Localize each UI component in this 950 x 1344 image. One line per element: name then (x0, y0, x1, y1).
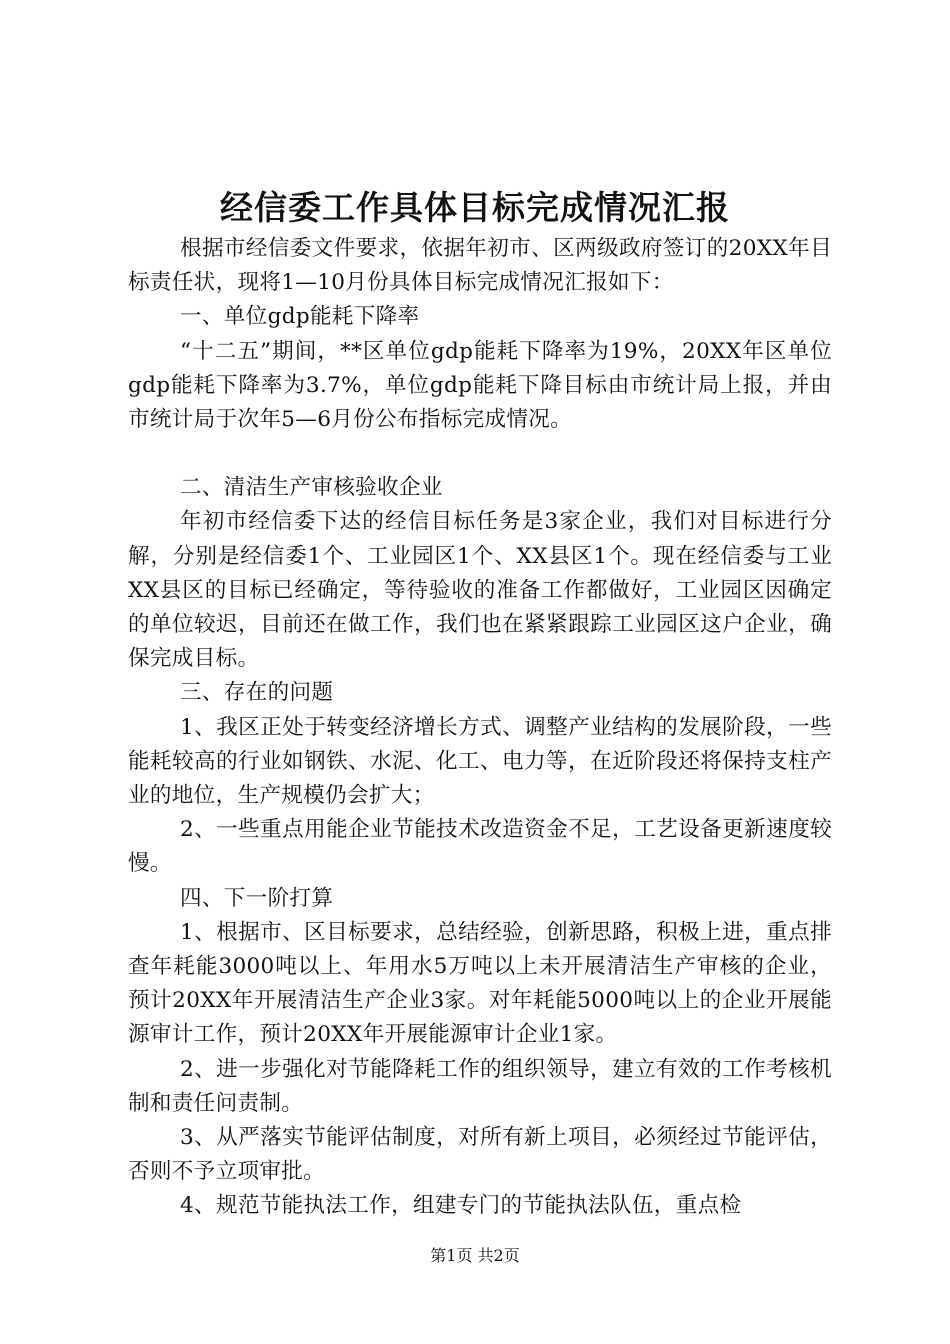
paragraph-4-3: 3、从严落实节能评估制度，对所有新上项目，必须经过节能评估，否则不予立项审批。 (128, 1125, 832, 1185)
section-heading-3: 三、存在的问题 (180, 680, 334, 706)
document-title: 经信委工作具体目标完成情况汇报 (220, 188, 730, 227)
page-footer: 第1页 共2页 (430, 1246, 520, 1265)
paragraph-2: 年初市经信委下达的经信目标任务是3家企业，我们对目标进行分解，分别是经信委1个、工业园区1个、XX县区1个。现在经信委与工业XX县区的目标已经确定，等待验收的准备工作都做好，工业园区因确定的单位较迟，目前还在做工作，我们也在紧紧跟踪工业园区这户企业，确保完成目标。 (128, 509, 832, 672)
paragraph-3-1: 1、我区正处于转变经济增长方式、调整产业结构的发展阶段，一些能耗较高的行业如钢铁、水泥、化工、电力等，在近阶段还将保持支柱产业的地位，生产规模仍会扩大； (128, 714, 832, 809)
paragraph-4-1: 1、根据市、区目标要求，总结经验，创新思路，积极上进，重点排查年耗能3000吨以上、年用水5万吨以上未开展清洁生产审核的企业，预计20XX年开展清洁生产企业3家。对年耗能5000吨以上的企业开展能源审计工作，预计20XX年开展能源审计企业1家。 (128, 919, 832, 1048)
section-heading-4: 四、下一阶打算 (180, 885, 334, 911)
section-heading-2: 二、清洁生产审核验收企业 (180, 475, 443, 501)
section-heading-1: 一、单位gdp能耗下降率 (180, 304, 420, 330)
paragraph-3-2: 2、一些重点用能企业节能技术改造资金不足，工艺设备更新速度较慢。 (128, 817, 832, 877)
paragraph-intro: 根据市经信委文件要求，依据年初市、区两级政府签订的20XX年目标责任状，现将1—10月份具体目标完成情况汇报如下： (128, 236, 832, 296)
paragraph-1: “十二五”期间，**区单位gdp能耗下降率为19%，20XX年区单位gdp能耗下降率为3.7%，单位gdp能耗下降目标由市统计局上报，并由市统计局于次年5—6月份公布指标完成情况。 (128, 338, 832, 433)
paragraph-4-4: 4、规范节能执法工作，组建专门的节能执法队伍，重点检 (180, 1193, 742, 1219)
document-body (128, 232, 832, 1224)
paragraph-4-2: 2、进一步强化对节能降耗工作的组织领导，建立有效的工作考核机制和责任问责制。 (128, 1056, 832, 1116)
